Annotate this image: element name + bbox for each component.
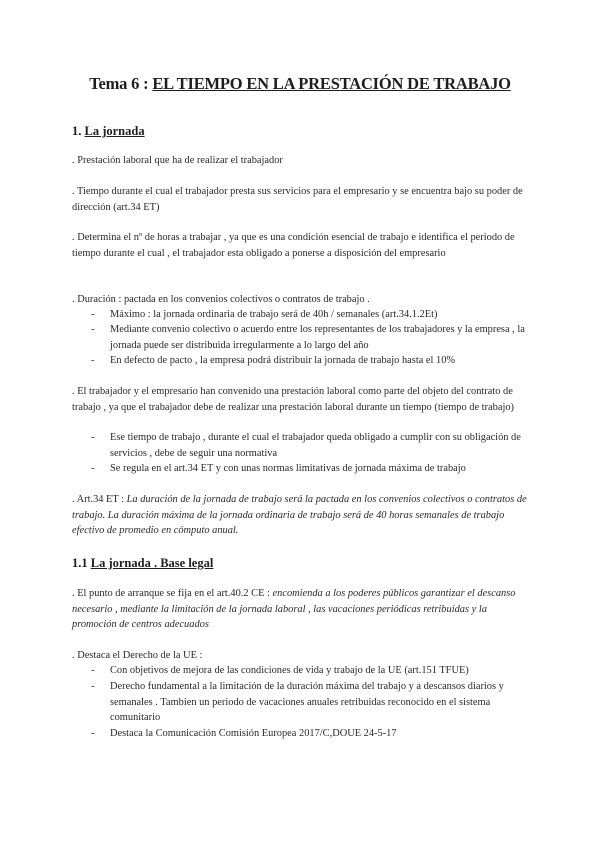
- list-bullet: -: [91, 681, 95, 692]
- paragraph: . El trabajador y el empresario han convenido una prestación laboral como parte del objeto del contrato de trabajo , ya que el trabajador debe de realizar una prestación laboral durante un tiempo (tiempo de trabajo): [72, 386, 514, 413]
- quote-text: La duración de la jornada de trabajo será la pactada en los convenios colectivos o contratos de trabajo. La duración máxima de la jornada ordinaria de trabajo será de 40 horas semanales de trabajo efectivo de promedio en cómputo anual.: [72, 494, 527, 537]
- title-main: EL TIEMPO EN LA PRESTACIÓN DE TRABAJO: [152, 74, 511, 93]
- list-bullet: -: [91, 324, 95, 335]
- section-1-1-number: 1.1: [72, 556, 88, 570]
- list-item: En defecto de pacto , la empresa podrá distribuir la jornada de trabajo hasta el 10%: [110, 355, 456, 366]
- list-item: Derecho fundamental a la limitación de la duración máxima del trabajo y a descansos diarios y semanales . Tambien un periodo de vacaciones anuales retribuidas reconocido en el sistema comunitario: [110, 681, 504, 724]
- quote-paragraph: [72, 586, 530, 633]
- paragraph: . Destaca el Derecho de la UE :: [72, 650, 203, 661]
- list-item: Mediante convenio colectivo o acuerdo entre los representantes de los trabajadores y la empresa , la jornada puede ser distribuida irregularmente a lo largo del año: [110, 324, 525, 351]
- quote-prefix: . Art.34 ET :: [72, 494, 127, 505]
- page-title: [0, 74, 600, 94]
- section-1-1-heading: [72, 556, 213, 571]
- list-bullet: -: [91, 355, 95, 366]
- list-item: Se regula en el art.34 ET y con unas normas limitativas de jornada máxima de trabajo: [110, 463, 466, 474]
- quote-paragraph: [72, 492, 530, 539]
- list-item: Máximo : la jornada ordinaria de trabajo será de 40h / semanales (art.34.1.2Et): [110, 309, 438, 320]
- list-item: Ese tiempo de trabajo , durante el cual el trabajador queda obligado a cumplir con su obligación de servicios , debe de seguir una normativa: [110, 432, 521, 459]
- list-item: Con objetivos de mejora de las condiciones de vida y trabajo de la UE (art.151 TFUE): [110, 665, 469, 676]
- list-bullet: -: [91, 665, 95, 676]
- quote-prefix: . El punto de arranque se fija en el art.40.2 CE :: [72, 588, 273, 599]
- paragraph: . Tiempo durante el cual el trabajador presta sus servicios para el empresario y se encuentra bajo su poder de dirección (art.34 ET): [72, 186, 523, 213]
- section-1-1-title: La jornada . Base legal: [90, 556, 214, 570]
- list-bullet: -: [91, 463, 95, 474]
- section-1-title: La jornada: [84, 124, 145, 138]
- list-bullet: -: [91, 728, 95, 739]
- list-item: Destaca la Comunicación Comisión Europea 2017/C,DOUE 24-5-17: [110, 728, 397, 739]
- list-bullet: -: [91, 432, 95, 443]
- paragraph: . Determina el nº de horas a trabajar , ya que es una condición esencial de trabajo e identifica el periodo de tiempo durante el cual , el trabajador esta obligado a ponerse a disposición del empresario: [72, 232, 515, 259]
- quote-text: encomienda a los poderes públicos garantizar el descanso necesario , mediante la limitación de la jornada laboral , las vacaciones periódicas retribuidas y la promoción de centros adecuados: [72, 588, 516, 631]
- paragraph: . Prestación laboral que ha de realizar el trabajador: [72, 155, 283, 166]
- section-1-heading: [72, 124, 145, 139]
- paragraph: . Duración : pactada en los convenios colectivos o contratos de trabajo .: [72, 294, 370, 305]
- section-1-number: 1.: [72, 124, 82, 138]
- list-bullet: -: [91, 309, 95, 320]
- title-prefix: Tema 6 :: [89, 74, 153, 93]
